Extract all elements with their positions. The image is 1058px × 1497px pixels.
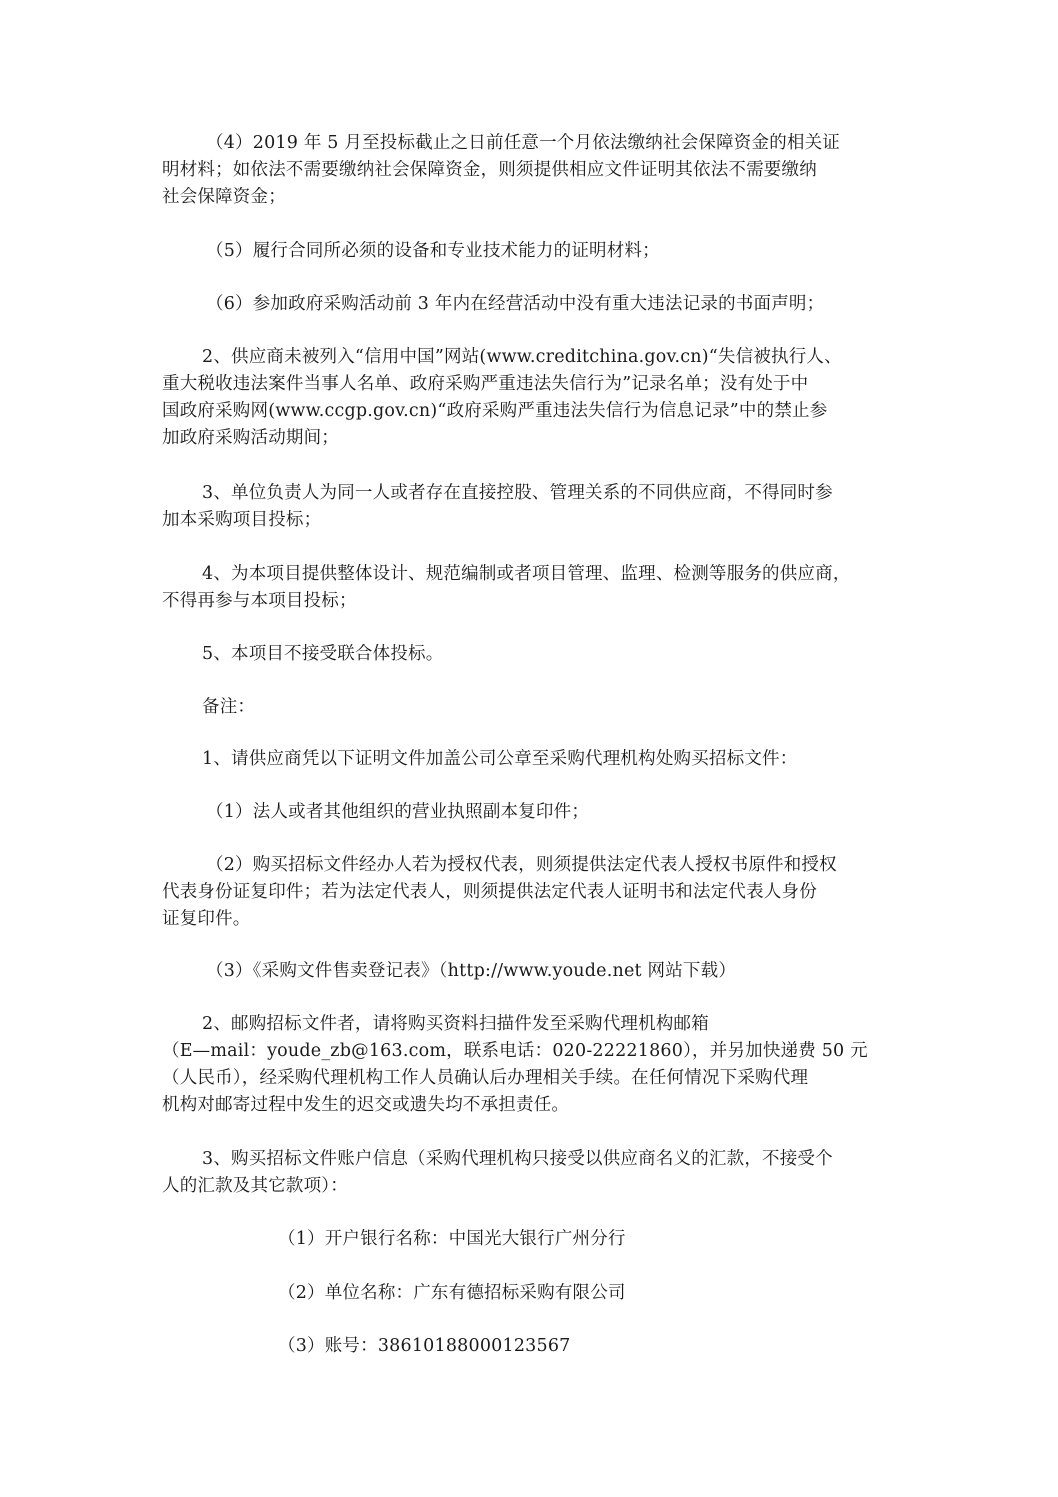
text-line: 社会保障资金；: [162, 187, 286, 207]
paragraph-company-name: [162, 1280, 902, 1307]
text-line: 2、邮购招标文件者，请将购买资料扫描件发至采购代理机构邮箱: [202, 1014, 709, 1034]
text-line: 国政府采购网(www.ccgp.gov.cn)“政府采购严重违法失信行为信息记录”中的禁止参: [162, 401, 828, 421]
text-line: （E—mail：youde_zb@163.com，联系电话：020-22221860），并另加快递费 50 元: [162, 1041, 868, 1061]
paragraph-mail-order: [162, 1011, 902, 1119]
paragraph-social-security: [162, 130, 902, 211]
paragraph-equipment: [162, 238, 902, 265]
text-line: 2、供应商未被列入“信用中国”网站(www.creditchina.gov.cn)“失信被执行人、: [202, 347, 842, 367]
text-line: （5）履行合同所必须的设备和专业技术能力的证明材料；: [206, 241, 660, 261]
text-line: （2）单位名称：广东有德招标采购有限公司: [278, 1283, 626, 1303]
paragraph-account-number: [162, 1333, 902, 1360]
paragraph-purchase-docs: [162, 746, 902, 773]
text-line: （2）购买招标文件经办人若为授权代表，则须提供法定代表人授权书原件和授权: [206, 855, 837, 875]
text-line: 机构对邮寄过程中发生的迟交或遗失均不承担责任。: [162, 1095, 570, 1115]
text-line: 3、购买招标文件账户信息（采购代理机构只接受以供应商名义的汇款，不接受个: [202, 1149, 833, 1169]
text-line: （3）《采购文件售卖登记表》（http://www.youde.net 网站下载）: [206, 961, 737, 981]
text-line: 人的汇款及其它款项）：: [162, 1176, 348, 1196]
text-line: 4、为本项目提供整体设计、规范编制或者项目管理、监理、检测等服务的供应商，: [202, 564, 851, 584]
text-line: 1、请供应商凭以下证明文件加盖公司公章至采购代理机构处购买招标文件：: [202, 749, 798, 769]
paragraph-no-consortium: [162, 641, 902, 668]
text-line: 3、单位负责人为同一人或者存在直接控股、管理关系的不同供应商，不得同时参: [202, 483, 833, 503]
paragraph-credit-china: [162, 344, 902, 452]
paragraph-bank-name: [162, 1226, 902, 1253]
paragraph-account-info: [162, 1146, 902, 1200]
text-line: 加本采购项目投标；: [162, 510, 322, 530]
text-line: （4）2019 年 5 月至投标截止之日前任意一个月依法缴纳社会保障资金的相关证: [206, 133, 840, 153]
text-line: 备注：: [202, 697, 256, 717]
text-line: 加政府采购活动期间；: [162, 428, 339, 448]
paragraph-remarks-heading: [162, 694, 902, 721]
text-line: （1）法人或者其他组织的营业执照副本复印件；: [206, 802, 590, 822]
text-line: （1）开户银行名称：中国光大银行广州分行: [278, 1229, 626, 1249]
text-line: （6）参加政府采购活动前 3 年内在经营活动中没有重大违法记录的书面声明；: [206, 294, 825, 314]
text-line: （3）账号：38610188000123567: [278, 1336, 571, 1356]
paragraph-no-violation: [162, 291, 902, 318]
text-line: 证复印件。: [162, 909, 251, 929]
paragraph-authorized-rep: [162, 852, 902, 933]
paragraph-same-responsible: [162, 480, 902, 534]
text-line: 代表身份证复印件；若为法定代表人，则须提供法定代表人证明书和法定代表人身份: [162, 882, 817, 902]
text-line: 明材料；如依法不需要缴纳社会保障资金，则须提供相应文件证明其依法不需要缴纳: [162, 160, 817, 180]
paragraph-business-license: [162, 799, 902, 826]
text-line: （人民币），经采购代理机构工作人员确认后办理相关手续。在任何情况下采购代理: [162, 1068, 809, 1088]
text-line: 不得再参与本项目投标；: [162, 591, 357, 611]
text-line: 5、本项目不接受联合体投标。: [202, 644, 444, 664]
paragraph-registration-form: [162, 958, 902, 985]
paragraph-design-services: [162, 561, 902, 615]
text-line: 重大税收违法案件当事人名单、政府采购严重违法失信行为”记录名单；没有处于中: [162, 374, 809, 394]
